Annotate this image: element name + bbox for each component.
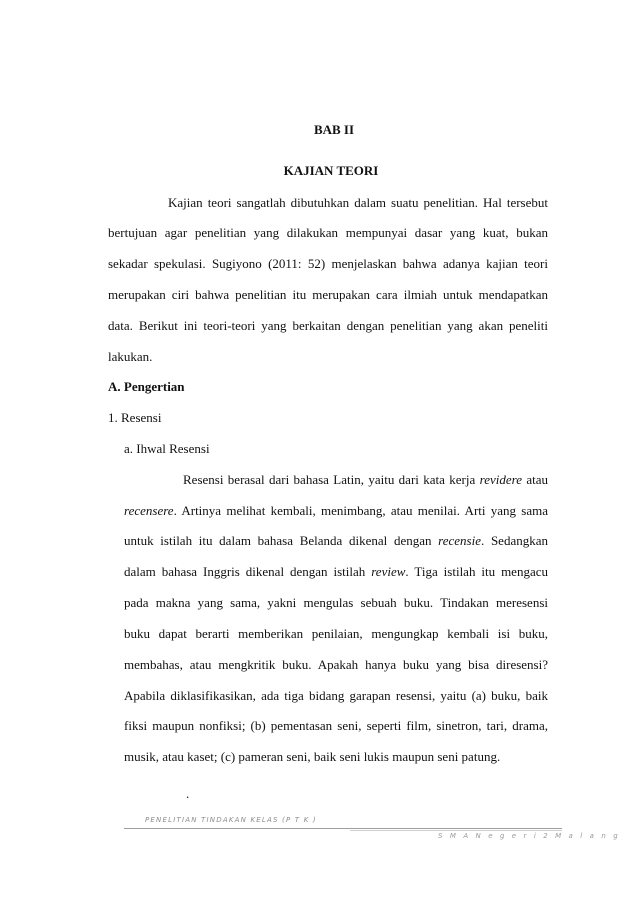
resensi-line-5: pada makna yang sama, yakni mengulas sebuah buku. Tindakan meresensi [124, 595, 548, 610]
resensi-line-9: fiksi maupun nonfiksi; (b) pementasan seni, seperti film, sinetron, tari, drama, [124, 718, 548, 733]
item-resensi-heading: 1. Resensi [108, 410, 162, 425]
section-heading-pengertian: A. Pengertian [108, 379, 185, 394]
trailing-dot: . [186, 786, 190, 801]
intro-line-1: Kajian teori sangatlah dibutuhkan dalam suatu penelitian. Hal tersebut [168, 195, 548, 210]
intro-line-6: lakukan. [108, 349, 153, 364]
footer-left-text: PENELITIAN TINDAKAN KELAS (P T K ) [145, 816, 317, 824]
chapter-number: BAB II [313, 122, 355, 137]
footer-divider [124, 828, 562, 829]
subitem-ihwal-resensi: a. Ihwal Resensi [124, 441, 210, 456]
term-revidere: revidere [479, 472, 522, 487]
intro-line-2: bertujuan agar penelitian yang dilakukan mempunyai dasar yang kuat, bukan [108, 225, 548, 240]
resensi-line-2: recensere. Artinya melihat kembali, menimbang, atau menilai. Arti yang sama [124, 503, 548, 518]
term-review: review [371, 564, 406, 579]
intro-line-3: sekadar spekulasi. Sugiyono (2011: 52) menjelaskan bahwa adanya kajian teori [108, 256, 548, 271]
resensi-line-4: dalam bahasa Inggris dikenal dengan istilah review. Tiga istilah itu mengacu [124, 564, 548, 579]
footer-right-divider [350, 830, 562, 831]
resensi-line-10: musik, atau kaset; (c) pameran seni, baik seni lukis maupun seni patung. [124, 749, 501, 764]
footer-right-text: S M A N e g e r i 2 M a l a n g [438, 832, 621, 840]
chapter-title: KAJIAN TEORI [283, 163, 379, 178]
intro-line-4: merupakan ciri bahwa penelitian itu merupakan cara ilmiah untuk mendapatkan [108, 287, 548, 302]
resensi-line-8: Apabila diklasifikasikan, ada tiga bidang garapan resensi, yaitu (a) buku, baik [124, 688, 548, 703]
resensi-line-1: Resensi berasal dari bahasa Latin, yaitu dari kata kerja revidere atau [183, 472, 548, 487]
resensi-line-3: untuk istilah itu dalam bahasa Belanda dikenal dengan recensie. Sedangkan [124, 533, 548, 548]
intro-line-5: data. Berikut ini teori-teori yang berkaitan dengan penelitian yang akan peneliti [108, 318, 548, 333]
term-recensie: recensie [438, 533, 481, 548]
resensi-line-7: membahas, atau mengkritik buku. Apakah hanya buku yang bisa diresensi? [124, 657, 548, 672]
resensi-line-6: buku dapat berarti memberikan penilaian, mengungkap kembali isi buku, [124, 626, 548, 641]
term-recensere: recensere [124, 503, 174, 518]
